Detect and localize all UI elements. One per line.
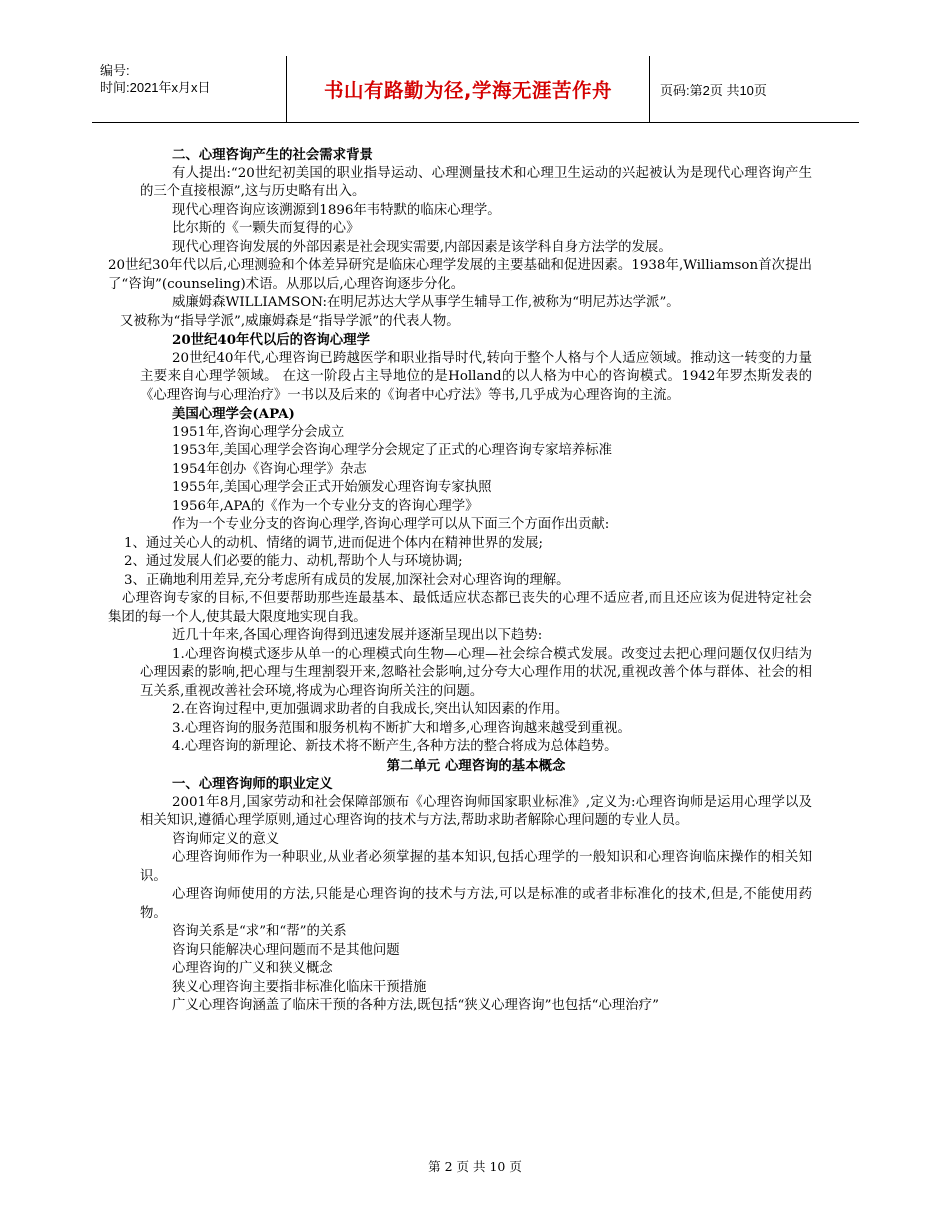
paragraph: 咨询关系是“求”和“帮”的关系 — [172, 924, 347, 939]
page-footer: 第 2 页 共 10 页 — [428, 1159, 522, 1174]
list-item: 2.在咨询过程中,更加强调求助者的自我成长,突出认知因素的作用。 — [172, 702, 569, 717]
list-item: 1、通过关心人的动机、情绪的调节,进而促进个体内在精神世界的发展; — [124, 535, 544, 551]
paragraph: 现代心理咨询应该溯源到1896年韦特默的临床心理学。 — [172, 202, 501, 218]
document-time-label: 时间:2021年x月x日 — [100, 80, 211, 95]
list-item: 3.心理咨询的服务范围和服务机构不断扩大和增多,心理咨询越来越受到重视。 — [172, 720, 631, 736]
header-slogan: 书山有路勤为径,学海无涯苦作舟 — [286, 56, 650, 122]
paragraph: 20世纪30年代以后,心理测验和个体差异研究是临床心理学发展的主要基础和促进因素。1938年,Williamson首次提出了“咨询”(counseling)术语。从那以后,心理咨询逐步分化。 — [108, 258, 812, 292]
paragraph: 心理咨询的广义和狭义概念 — [172, 961, 333, 976]
list-item: 1951年,咨询心理学分会成立 — [172, 424, 345, 440]
paragraph: 心理咨询师作为一种职业,从业者必须掌握的基本知识,包括心理学的一般知识和心理咨询临床操作的相关知识。 — [140, 850, 812, 884]
paragraph: 心理咨询师使用的方法,只能是心理咨询的技术与方法,可以是标准的或者非标准化的技术,但是,不能使用药物。 — [140, 887, 812, 921]
section-heading: 二、心理咨询产生的社会需求背景 — [172, 147, 373, 163]
paragraph: 作为一个专业分支的咨询心理学,咨询心理学可以从下面三个方面作出贡献: — [172, 517, 610, 532]
paragraph: 又被称为“指导学派”,威廉姆森是“指导学派”的代表人物。 — [120, 313, 460, 329]
paragraph: 心理咨询专家的目标,不但要帮助那些连最基本、最低适应状态都已丧失的心理不适应者,而且还应该为促进特定社会集团的每一个人,使其最大限度地实现自我。 — [108, 591, 812, 625]
paragraph: 比尔斯的《一颗失而复得的心》 — [172, 221, 360, 236]
section-heading: 20世纪40年代以后的咨询心理学 — [172, 332, 370, 348]
document-number-label: 编号: — [100, 63, 130, 78]
paragraph: 现代心理咨询发展的外部因素是社会现实需要,内部因素是该学科自身方法学的发展。 — [172, 239, 672, 255]
paragraph: 咨询只能解决心理问题而不是其他问题 — [172, 942, 400, 958]
list-item: 1954年创办《咨询心理学》杂志 — [172, 461, 367, 477]
list-item: 1.心理咨询模式逐步从单一的心理模式向生物—心理—社会综合模式发展。改变过去把心理问题仅仅归结为心理因素的影响,把心理与生理割裂开来,忽略社会影响,过分夸大心理作用的状况,重视改善个体与群体、社会的相互关系,重视改善社会环境,将成为心理咨询所关注的问题。 — [140, 646, 812, 699]
header-page-number: 页码:第2页 共10页 — [660, 82, 767, 98]
unit-title: 第二单元 心理咨询的基本概念 — [386, 757, 566, 774]
paragraph: 2001年8月,国家劳动和社会保障部颁布《心理咨询师国家职业标准》,定义为:心理咨询师是运用心理学以及相关知识,遵循心理学原则,通过心理咨询的技术与方法,帮助求助者解除心理问题的专业人员。 — [140, 794, 812, 828]
paragraph: 咨询师定义的意义 — [172, 831, 280, 847]
paragraph: 近几十年来,各国心理咨询得到迅速发展并逐渐呈现出以下趋势: — [172, 628, 543, 643]
header-meta — [92, 56, 286, 122]
list-item: 4.心理咨询的新理论、新技术将不断产生,各种方法的整合将成为总体趋势。 — [172, 739, 618, 754]
list-item: 3、正确地利用差异,充分考虑所有成员的发展,加深社会对心理咨询的理解。 — [124, 572, 570, 588]
paragraph: 威廉姆森WILLIAMSON:在明尼苏达大学从事学生辅导工作,被称为“明尼苏达学派”。 — [172, 295, 680, 310]
list-item: 1956年,APA的《作为一个专业分支的咨询心理学》 — [172, 498, 479, 514]
paragraph: 广义心理咨询涵盖了临床干预的各种方法,既包括“狭义心理咨询”也包括“心理治疗” — [172, 998, 659, 1013]
section-heading: 美国心理学会(APA) — [172, 406, 295, 422]
document-body — [108, 146, 812, 1016]
section-heading: 一、心理咨询师的职业定义 — [172, 776, 333, 792]
list-item: 1953年,美国心理学会咨询心理学分会规定了正式的心理咨询专家培养标准 — [172, 443, 613, 458]
list-item: 1955年,美国心理学会正式开始颁发心理咨询专家执照 — [172, 480, 492, 495]
paragraph: 20世纪40年代,心理咨询已跨越医学和职业指导时代,转向于整个人格与个人适应领域。推动这一转变的力量主要来自心理学领域。 在这一阶段占主导地位的是Holland的以人格为中心的咨询模式。1942年罗杰斯发表的《心理咨询与心理治疗》一书以及后来的《询者中心疗法》等书,几乎成为心理咨询的主流。 — [140, 350, 812, 403]
list-item: 2、通过发展人们必要的能力、动机,帮助个人与环境协调; — [124, 554, 463, 569]
paragraph: 有人提出:“20世纪初美国的职业指导运动、心理测量技术和心理卫生运动的兴起被认为是现代心理咨询产生的三个直接根源”,这与历史略有出入。 — [140, 165, 812, 199]
paragraph: 狭义心理咨询主要指非标准化临床干预措施 — [172, 979, 427, 995]
page-header — [92, 56, 859, 123]
